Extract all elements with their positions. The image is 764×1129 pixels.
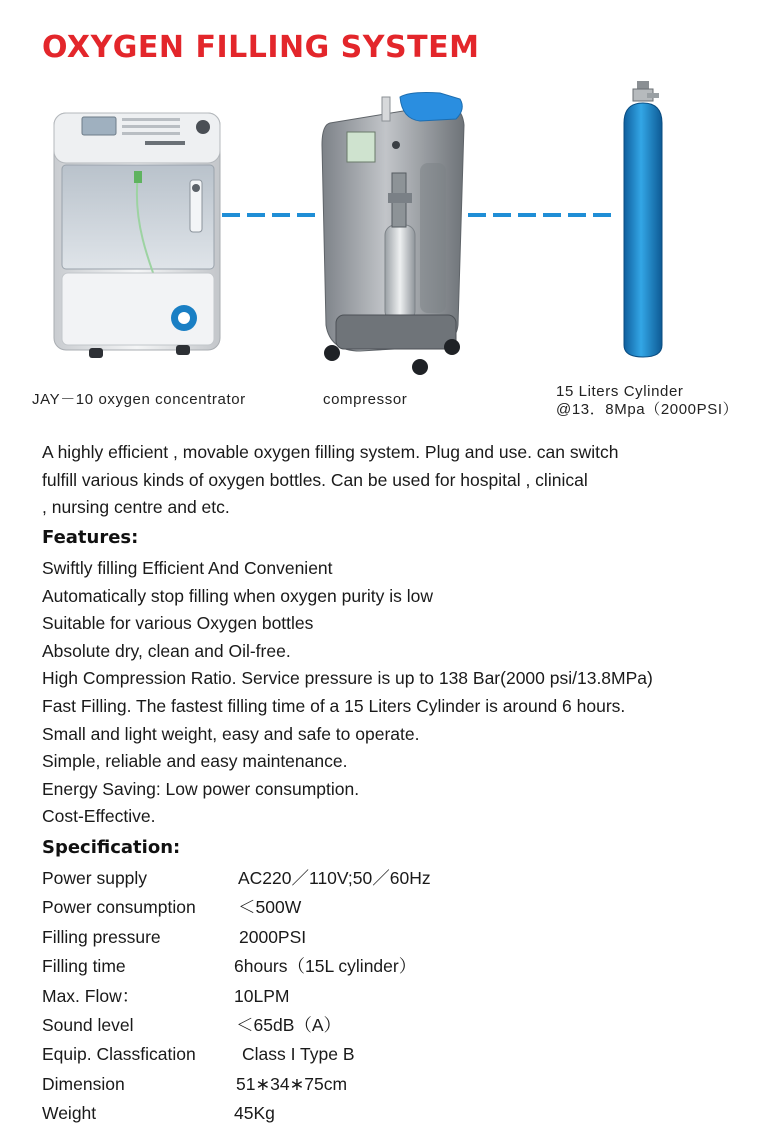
compressor-image [322,93,464,376]
spec-label: Max. Flow： [42,985,140,1006]
spec-row [42,1099,642,1128]
specification-heading: Specification: [42,837,181,858]
feature-item: Swiftly filling Efficient And Convenient [42,558,333,578]
spec-label: Weight [42,1103,97,1124]
spec-row [42,864,642,893]
features-heading: Features: [42,527,139,548]
page-title: OXYGEN FILLING SYSTEM [42,30,480,65]
spec-value: ＜500W [238,897,302,918]
concentrator-caption: JAY－10 oxygen concentrator [32,391,246,408]
cylinder-caption-line1: 15 Liters Cylinder [556,383,684,400]
spec-value: 10LPM [234,985,290,1006]
spec-value: 45Kg [234,1103,275,1124]
spec-label: Power supply [42,868,148,888]
features-list [42,555,742,831]
feature-item: Automatically stop filling when oxygen purity is low [42,585,434,606]
spec-row [42,982,642,1011]
intro-line: , nursing centre and etc. [42,497,230,517]
specification-table [42,864,642,1129]
spec-row [42,1040,642,1069]
spec-row [42,923,642,952]
product-illustration [0,75,764,385]
feature-item: Small and light weight, easy and safe to operate. [42,723,420,744]
spec-value: ＜65dB（A） [236,1014,342,1035]
feature-item: Simple, reliable and easy maintenance. [42,751,348,772]
compressor-caption: compressor [323,391,408,408]
spec-label: Power consumption [42,897,196,918]
spec-value: 6hours（15L cylinder） [234,956,417,977]
intro-line: fulfill various kinds of oxygen bottles. Can be used for hospital , clinical [42,469,588,490]
spec-label: Sound level [42,1014,134,1035]
feature-item: Cost-Effective. [42,806,156,827]
spec-value: AC220／110V;50／60Hz [238,868,431,888]
feature-item: Suitable for various Oxygen bottles [42,613,314,634]
spec-row [42,1011,642,1040]
concentrator-image [54,113,220,358]
cylinder-caption-line2: @13．8Mpa（2000PSI） [556,401,739,418]
spec-label: Filling time [42,956,126,977]
feature-item: Fast Filling. The fastest filling time of a 15 Liters Cylinder is around 6 hours. [42,695,626,716]
feature-item: High Compression Ratio. Service pressure is up to 138 Bar(2000 psi/13.8MPa) [42,668,653,689]
intro-line: A highly efficient , movable oxygen filling system. Plug and use. can switch [42,442,619,462]
spec-row [42,1070,642,1099]
feature-item: Energy Saving: Low power consumption. [42,778,360,799]
spec-label: Equip. Classfication [42,1044,196,1065]
spec-row [42,893,642,922]
spec-row [42,952,642,981]
spec-label: Filling pressure [42,926,161,947]
cylinder-image [624,81,662,357]
feature-item: Absolute dry, clean and Oil-free. [42,640,291,661]
intro-paragraph [42,439,722,522]
spec-value: 51∗34∗75cm [236,1073,348,1094]
spec-label: Dimension [42,1073,125,1094]
spec-value: Class I Type B [242,1044,355,1065]
spec-value: 2000PSI [239,926,307,947]
